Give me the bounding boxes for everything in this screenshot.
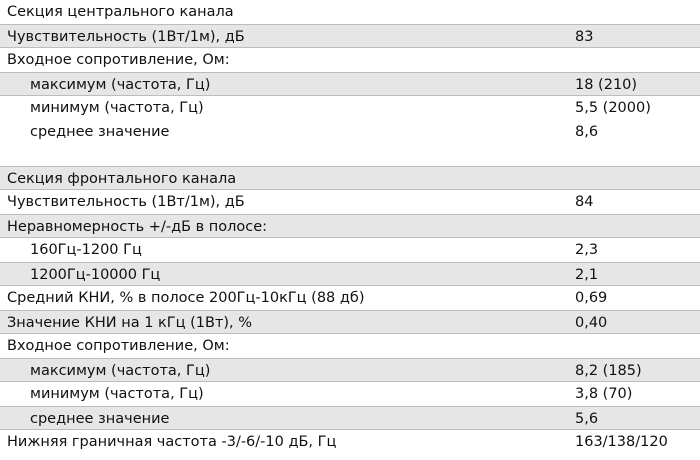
parameter-label: максимум (частота, Гц) <box>30 77 211 93</box>
spec-row <box>0 286 700 310</box>
parameter-value: 163/138/120 <box>575 434 668 450</box>
parameter-label: максимум (частота, Гц) <box>30 363 211 379</box>
parameter-value: 5,6 <box>575 411 599 427</box>
section-heading: Входное сопротивление, Ом: <box>7 338 230 354</box>
spec-row <box>0 382 700 406</box>
parameter-label: Чувствительность (1Вт/1м), дБ <box>7 29 245 45</box>
spec-row <box>0 48 700 72</box>
section-heading: Входное сопротивление, Ом: <box>7 52 230 68</box>
spec-row <box>0 96 700 120</box>
spec-row <box>0 120 700 144</box>
spec-row <box>0 214 700 238</box>
parameter-value: 0,40 <box>575 315 608 331</box>
spec-row <box>0 262 700 286</box>
spec-row <box>0 72 700 96</box>
spec-row <box>0 310 700 334</box>
section-spacer <box>0 144 700 166</box>
parameter-value: 2,3 <box>575 242 599 258</box>
parameter-value: 18 (210) <box>575 77 638 93</box>
parameter-value: 8,6 <box>575 124 599 140</box>
spec-row <box>0 334 700 358</box>
parameter-label: среднее значение <box>30 411 170 427</box>
parameter-label: среднее значение <box>30 124 170 140</box>
spec-row <box>0 406 700 430</box>
parameter-label: Средний КНИ, % в полосе 200Гц-10кГц (88 дб) <box>7 290 365 306</box>
section-heading: Секция фронтального канала <box>7 171 237 187</box>
parameter-label: 1200Гц-10000 Гц <box>30 267 161 283</box>
spec-row <box>0 430 700 454</box>
parameter-label: Нижняя граничная частота -3/-6/-10 дБ, Гц <box>7 434 337 450</box>
spec-row <box>0 358 700 382</box>
parameter-value: 83 <box>575 29 594 45</box>
parameter-label: Значение КНИ на 1 кГц (1Вт), % <box>7 315 253 331</box>
section-heading: Неравномерность +/-дБ в полосе: <box>7 219 268 235</box>
spec-row <box>0 0 700 24</box>
spec-row <box>0 238 700 262</box>
parameter-label: 160Гц-1200 Гц <box>30 242 142 258</box>
parameter-value: 2,1 <box>575 267 599 283</box>
parameter-value: 84 <box>575 194 594 210</box>
parameter-value: 8,2 (185) <box>575 363 642 379</box>
parameter-value: 5,5 (2000) <box>575 100 651 116</box>
parameter-label: минимум (частота, Гц) <box>30 100 204 116</box>
spec-row <box>0 24 700 48</box>
parameter-label: Чувствительность (1Вт/1м), дБ <box>7 194 245 210</box>
parameter-value: 0,69 <box>575 290 608 306</box>
parameter-value: 3,8 (70) <box>575 386 633 402</box>
section-heading: Секция центрального канала <box>7 4 234 20</box>
spec-row <box>0 190 700 214</box>
parameter-label: минимум (частота, Гц) <box>30 386 204 402</box>
spec-row <box>0 166 700 190</box>
